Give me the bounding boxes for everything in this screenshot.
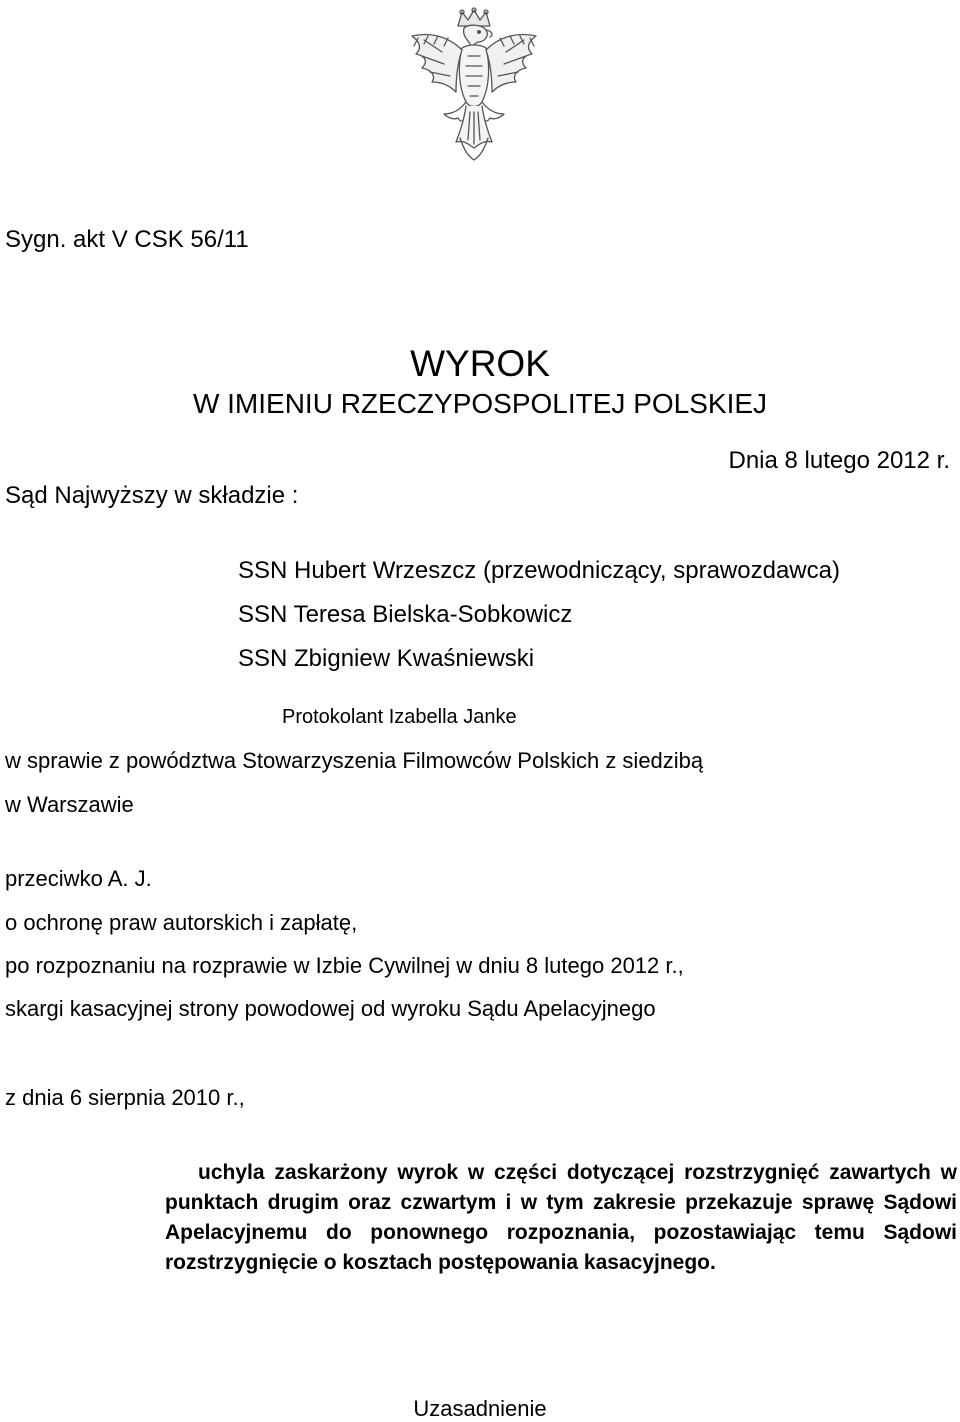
justification-heading: Uzasadnienie xyxy=(413,1396,547,1421)
case-number: Sygn. akt V CSK 56/11 xyxy=(5,226,249,253)
judgment-subtitle: W IMIENIU RZECZYPOSPOLITEJ POLSKIEJ xyxy=(192,388,768,419)
court-composition-label: Sąd Najwyższy w składzie : xyxy=(5,482,299,509)
judge-line: SSN Teresa Bielska-Sobkowicz xyxy=(238,601,573,628)
case-detail-line: w sprawie z powództwa Stowarzyszenia Filmowców Polskich z siedzibą xyxy=(5,748,704,773)
case-detail-line: skargi kasacyjnej strony powodowej od wyroku Sądu Apelacyjnego xyxy=(5,996,656,1021)
polish-eagle-emblem xyxy=(398,6,550,164)
case-detail-line: przeciwko A. J. xyxy=(5,866,152,891)
judge-line: SSN Zbigniew Kwaśniewski xyxy=(238,645,535,672)
judgment-date: Dnia 8 lutego 2012 r. xyxy=(728,447,950,474)
operative-part: uchyla zaskarżony wyrok w części dotyczącej rozstrzygnięć zawartych w punktach drugim oraz czwartym i w tym zakresie przekazuje sprawę Sądowi Apelacyjnemu do ponownego rozpoznania, pozostawiając temu Sądowi rozstrzygnięcie o kosztach postępowania kasacyjnego. xyxy=(165,1161,957,1274)
judgment-title: WYROK xyxy=(410,343,550,384)
case-detail-line: z dnia 6 sierpnia 2010 r., xyxy=(5,1085,245,1110)
clerk-line: Protokolant Izabella Janke xyxy=(282,706,517,728)
case-detail-line: w Warszawie xyxy=(5,792,134,817)
case-detail-line: o ochronę praw autorskich i zapłatę, xyxy=(5,910,358,935)
judge-line: SSN Hubert Wrzeszcz (przewodniczący, sprawozdawca) xyxy=(238,557,840,584)
case-detail-line: po rozpoznaniu na rozprawie w Izbie Cywilnej w dniu 8 lutego 2012 r., xyxy=(5,953,684,978)
